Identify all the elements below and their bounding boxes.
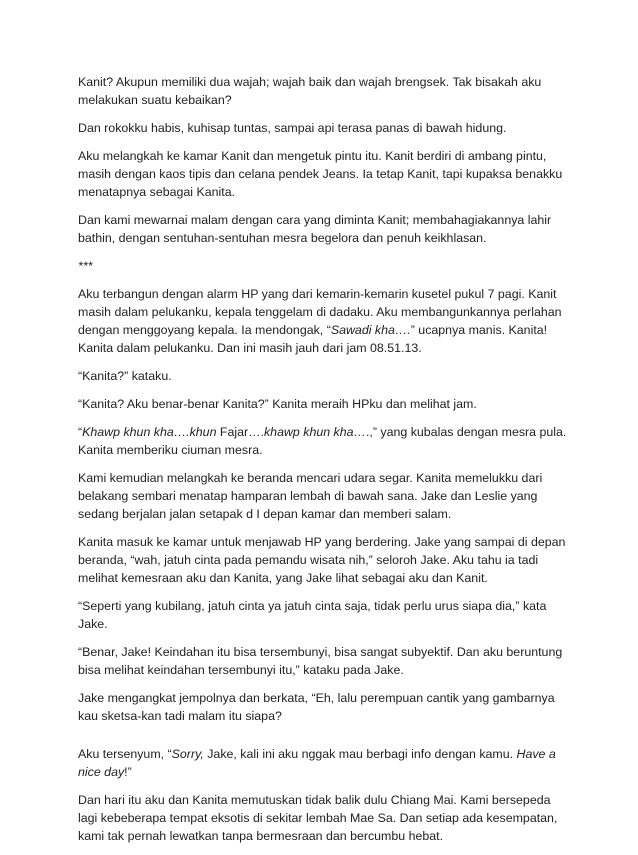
text-segment: Dan kami mewarnai malam dengan cara yang diminta Kanit; membahagiakannya lahir bathin, dengan sentuhan-sentuhan mesra begelora dan penuh keikhlasan. [78,213,552,245]
text-segment: Kanita masuk ke kamar untuk menjawab HP yang berdering. Jake yang sampai di depan beranda, “wah, jatuh cinta pada pemandu wisata nih,” seloroh Jake. Aku tahu ia tadi melihat kemesraan aku dan Kanita, yang Jake lihat sebagai aku dan Kanit. [78,535,566,585]
text-segment: ” ucapnya manis. Kanita! Kanita dalam pelukanku. Dan ini masih jauh dari jam 08.51.13. [78,323,548,355]
paragraph [78,73,568,109]
text-segment: Jake mengangkat jempolnya dan berkata, “Eh, lalu perempuan cantik yang gambarnya kau sketsa-kan tadi malam itu siapa? [78,691,555,723]
paragraph [78,423,568,459]
text-segment: Dan hari itu aku dan Kanita memutuskan tidak balik dulu Chiang Mai. Kami bersepeda lagi kebeberapa tempat eksotis di sekitar lembah Mae Sa. Dan setiap ada kesempatan, kami tak pernah lewatkan tanpa bermesraan dan bercumbu hebat. [78,793,558,843]
italic-text: Have a nice day [78,747,556,779]
paragraph [78,533,568,587]
text-segment: Kami kemudian melangkah ke beranda mencari udara segar. Kanita memelukku dari belakang sembari menatap hamparan lembah di bawah sana. Jake dan Leslie yang sedang berjalan jalan setapak d I depan kamar dan memberi salam. [78,471,543,521]
text-segment: Jake, kali ini aku nggak mau berbagi info dengan kamu. [203,747,517,761]
italic-text: Sawadi kha…. [330,323,411,337]
text-segment: Fajar…. [216,425,264,439]
text-segment: Kanit? Akupun memiliki dua wajah; wajah baik dan wajah brengsek. Tak bisakah aku melakukan suatu kebaikan? [78,75,542,107]
text-segment: “Benar, Jake! Keindahan itu bisa tersembunyi, bisa sangat subyektif. Dan aku beruntung bisa melihat keindahan tersembunyi itu,” kataku pada Jake. [78,645,563,677]
text-segment: !” [124,765,132,779]
italic-text: Khawp khun kha….khun [82,425,217,439]
italic-text: Sorry, [171,747,204,761]
paragraph [78,643,568,679]
italic-text: khawp khun kha… [263,425,366,439]
text-segment: “ [78,425,83,439]
text-segment: Aku melangkah ke kamar Kanit dan mengetuk pintu itu. Kanit berdiri di ambang pintu, masih dengan kaos tipis dan celana pendek Jeans. Ia tetap Kanit, tapi kupaksa benakku menatapnya sebagai Kanita. [78,149,563,199]
text-segment: Aku terbangun dengan alarm HP yang dari kemarin-kemarin kusetel pukul 7 pagi. Kanit masih dalam pelukanku, kepala tenggelam di dadaku. Aku membangunkannya perlahan dengan menggoyang kepala. Ia mendongak, “ [78,287,562,337]
text-segment: “Kanita?” kataku. [78,369,172,383]
text-segment: Dan rokokku habis, kuhisap tuntas, sampai api terasa panas di bawah hidung. [78,121,507,135]
paragraph [78,285,568,357]
paragraph [78,597,568,633]
paragraph [78,745,568,781]
document-page [78,73,568,855]
paragraph [78,257,568,275]
paragraph [78,689,568,725]
text-segment: “Seperti yang kubilang, jatuh cinta ya jatuh cinta saja, tidak perlu urus siapa dia,” kata Jake. [78,599,547,631]
text-segment: Aku tersenyum, “ [78,747,172,761]
paragraph [78,791,568,845]
paragraph [78,395,568,413]
paragraph [78,147,568,201]
paragraph [78,367,568,385]
italic-text: *** [78,259,93,273]
paragraph [78,119,568,137]
paragraph [78,469,568,523]
text-segment: .,” yang kubalas dengan mesra pula. Kanita memberiku ciuman mesra. [78,425,567,457]
text-segment: “Kanita? Aku benar-benar Kanita?” Kanita meraih HPku dan melihat jam. [78,397,477,411]
paragraph [78,211,568,247]
